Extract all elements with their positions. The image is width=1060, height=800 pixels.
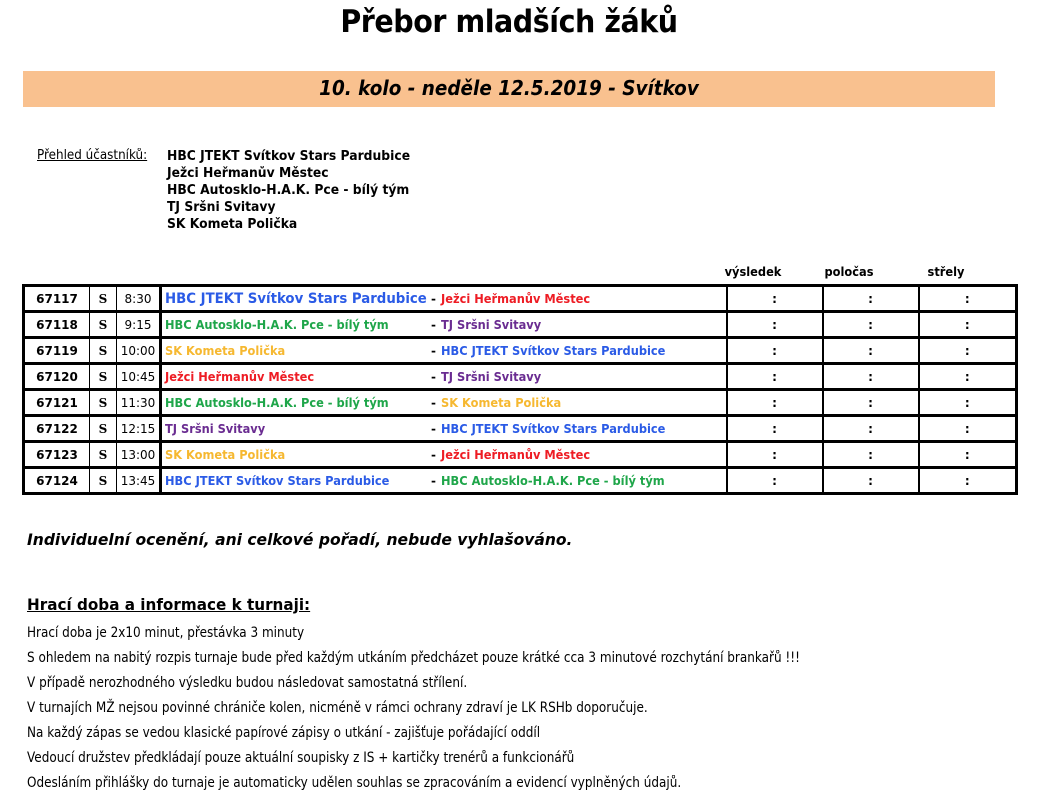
away-team: HBC JTEKT Svítkov Stars Pardubice [440,343,665,358]
schedule-table [22,284,1018,495]
round-banner [23,71,995,107]
home-team: Ježci Heřmanův Městec [165,369,315,384]
away-team-cell [427,312,727,338]
column-header-result: výsledek [724,265,782,279]
home-team: HBC JTEKT Svítkov Stars Pardubice [165,290,427,307]
match-row [24,286,1017,312]
participant-item: HBC JTEKT Svítkov Stars Pardubice [167,149,411,164]
home-team-cell [161,364,427,390]
home-team-cell [161,286,427,312]
shots-cell: : [919,338,1017,364]
vs-separator: - [431,473,436,488]
match-category: S [90,390,117,416]
info-lines [27,621,926,796]
shots-cell: : [919,286,1017,312]
result-cell: : [727,338,823,364]
vs-separator: - [431,395,436,410]
match-row [24,416,1017,442]
away-team: HBC Autosklo-H.A.K. Pce - bílý tým [440,473,665,488]
vs-separator: - [431,447,436,462]
shots-cell: : [919,468,1017,494]
shots-cell: : [919,364,1017,390]
home-team-cell [161,312,427,338]
away-team: TJ Sršni Svitavy [440,317,541,332]
match-time: 12:15 [117,416,161,442]
participants-list [167,148,423,233]
match-category: S [90,364,117,390]
shots-cell: : [919,390,1017,416]
result-cell: : [727,416,823,442]
halftime-cell: : [823,286,919,312]
away-team-cell [427,416,727,442]
halftime-cell: : [823,416,919,442]
match-category: S [90,416,117,442]
match-id: 67118 [24,312,90,338]
participants-label: Přehled účastníků: [37,148,148,163]
vs-separator: - [431,369,436,384]
match-time: 9:15 [117,312,161,338]
result-cell: : [727,312,823,338]
home-team-cell [161,390,427,416]
home-team-cell [161,416,427,442]
match-time: 10:00 [117,338,161,364]
match-row [24,338,1017,364]
home-team: HBC Autosklo-H.A.K. Pce - bílý tým [165,395,389,410]
match-category: S [90,442,117,468]
home-team-cell [161,338,427,364]
info-heading: Hrací doba a informace k turnaji: [27,595,311,614]
shots-cell: : [919,442,1017,468]
match-id: 67124 [24,468,90,494]
home-team: HBC Autosklo-H.A.K. Pce - bílý tým [165,317,389,332]
vs-separator: - [431,317,436,332]
match-row [24,468,1017,494]
match-time: 13:45 [117,468,161,494]
away-team-cell [427,442,727,468]
match-id: 67120 [24,364,90,390]
participant-item: HBC Autosklo-H.A.K. Pce - bílý tým [167,183,410,198]
info-line: Hrací doba je 2x10 minut, přestávka 3 minuty [27,625,305,641]
participant-item: TJ Sršni Svitavy [167,200,276,215]
match-id: 67121 [24,390,90,416]
match-time: 11:30 [117,390,161,416]
vs-separator: - [431,421,436,436]
away-team-cell [427,468,727,494]
match-time: 10:45 [117,364,161,390]
home-team-cell [161,468,427,494]
match-id: 67119 [24,338,90,364]
halftime-cell: : [823,338,919,364]
home-team-cell [161,442,427,468]
halftime-cell: : [823,312,919,338]
match-row [24,312,1017,338]
round-banner-text: 10. kolo - neděle 12.5.2019 - Svítkov [319,76,699,100]
info-line: S ohledem na nabitý rozpis turnaje bude před každým utkáním předcházet pouze krátké cca 3 minutové rozchytání brankařů !!! [27,650,800,666]
shots-cell: : [919,312,1017,338]
schedule-body [24,286,1017,494]
match-row [24,390,1017,416]
result-cell: : [727,286,823,312]
away-team-cell [427,338,727,364]
match-row [24,364,1017,390]
match-category: S [90,338,117,364]
vs-separator: - [431,291,436,306]
result-cell: : [727,390,823,416]
info-line: Odesláním přihlášky do turnaje je automaticky udělen souhlas se zpracováním a evidencí vyplněných údajů. [27,775,682,791]
participant-item: SK Kometa Polička [167,217,298,232]
result-cell: : [727,442,823,468]
shots-cell: : [919,416,1017,442]
halftime-cell: : [823,468,919,494]
away-team: Ježci Heřmanův Městec [440,447,590,462]
page-title: Přebor mladších žáků [340,4,678,40]
away-team: SK Kometa Polička [440,395,561,410]
match-row [24,442,1017,468]
home-team: HBC JTEKT Svítkov Stars Pardubice [165,473,390,488]
result-cell: : [727,468,823,494]
away-team: HBC JTEKT Svítkov Stars Pardubice [440,421,665,436]
match-category: S [90,312,117,338]
match-time: 13:00 [117,442,161,468]
column-header-shots: střely [927,265,965,279]
away-team: TJ Sršni Svitavy [440,369,541,384]
info-line: V turnajích MŽ nejsou povinné chrániče kolen, nicméně v rámci ochrany zdraví je LK RSHb doporučuje. [27,700,648,716]
match-id: 67123 [24,442,90,468]
halftime-cell: : [823,364,919,390]
result-cell: : [727,364,823,390]
match-category: S [90,286,117,312]
vs-separator: - [431,343,436,358]
halftime-cell: : [823,390,919,416]
match-time: 8:30 [117,286,161,312]
away-team: Ježci Heřmanův Městec [440,291,590,306]
home-team: TJ Sršni Svitavy [165,421,266,436]
away-team-cell [427,364,727,390]
away-team-cell [427,286,727,312]
home-team: SK Kometa Polička [165,343,286,358]
participant-item: Ježci Heřmanův Městec [167,166,329,181]
match-id: 67117 [24,286,90,312]
match-category: S [90,468,117,494]
match-id: 67122 [24,416,90,442]
away-team-cell [427,390,727,416]
halftime-cell: : [823,442,919,468]
awards-note: Individuelní ocenění, ani celkové pořadí, nebude vyhlašováno. [27,530,573,549]
info-line: Vedoucí družstev předkládají pouze aktuální soupisky z IS + kartičky trenérů a funkcionářů [27,750,575,766]
column-header-halftime: poločas [824,265,874,279]
info-line: Na každý zápas se vedou klasické papírové zápisy o utkání - zajišťuje pořádající oddíl [27,725,541,741]
home-team: SK Kometa Polička [165,447,286,462]
info-line: V případě nerozhodného výsledku budou následovat samostatná střílení. [27,675,468,691]
